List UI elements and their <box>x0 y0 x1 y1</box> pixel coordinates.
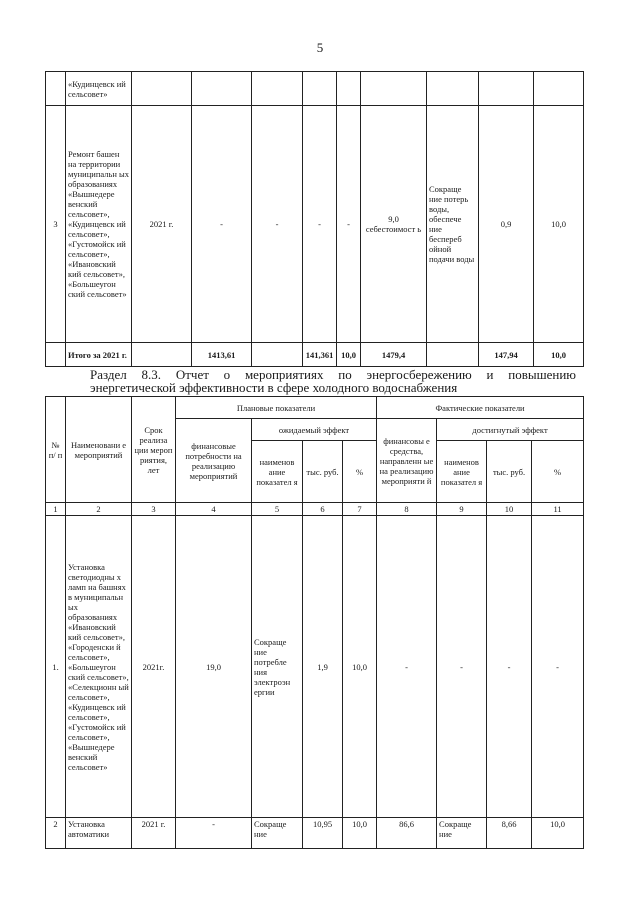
table-cell-plan-percent: - <box>337 106 361 343</box>
table-row <box>46 72 584 106</box>
header-plan-fin: финансовые потребности на реализацию мероприятий <box>176 419 252 503</box>
table-cell-fact-percent: 10,0 <box>532 818 584 849</box>
header-name: Наименовани е мероприятий <box>66 397 132 503</box>
table-cell-fact-percent: 10,0 <box>534 106 584 343</box>
column-number: 3 <box>132 503 176 516</box>
column-number: 8 <box>377 503 437 516</box>
total-fact-percent: 10,0 <box>534 343 584 367</box>
table-cell-fact-fin: - <box>377 516 437 818</box>
table-cell-plan-indicator: - <box>252 106 303 343</box>
header-planned: Плановые показатели <box>176 397 377 419</box>
header-expected-effect: ожидаемый эффект <box>252 419 377 441</box>
column-number: 5 <box>252 503 303 516</box>
header-fact-fin: финансовы е средства, направленн ые на реализацию мероприяти й <box>377 419 437 503</box>
table-cell-plan-indicator: Сокраще ние потребле ния электроэн ергии <box>252 516 303 818</box>
table-cell-plan-thousand: - <box>303 106 337 343</box>
table-cell <box>46 72 66 106</box>
section-heading-line2: энергетической эффективности в сфере холодного водоснабжения <box>90 380 458 395</box>
header-thousand-rub-fact: тыс. руб. <box>487 441 532 503</box>
column-number: 7 <box>343 503 377 516</box>
energy-saving-table <box>45 396 584 849</box>
table-cell-name: Установка автоматики <box>66 818 132 849</box>
table-row <box>46 106 584 343</box>
table-cell-fact-indicator: - <box>437 516 487 818</box>
table-row <box>46 516 584 818</box>
header-achieved-effect: достигнутый эффект <box>437 419 584 441</box>
header-row <box>46 397 584 419</box>
column-number: 6 <box>303 503 343 516</box>
table-cell-term: 2021 г. <box>132 106 192 343</box>
table-cell-fact-fin: 86,6 <box>377 818 437 849</box>
header-num: № п/ п <box>46 397 66 503</box>
column-number: 2 <box>66 503 132 516</box>
total-fact-fin: 1479,4 <box>361 343 427 367</box>
table-cell-fact-fin: 9,0 себестоимост ь <box>361 106 427 343</box>
table-cell-term: 2021 г. <box>132 818 176 849</box>
column-number: 9 <box>437 503 487 516</box>
section-heading <box>90 368 576 394</box>
table-cell-num: 3 <box>46 106 66 343</box>
table-continued <box>45 71 584 367</box>
table-row <box>46 818 584 849</box>
table-cell-num: 1. <box>46 516 66 818</box>
column-number: 1 <box>46 503 66 516</box>
table-cell-name: Установка светодиодны х ламп на башнях в муниципальн ых образованиях «Ивановский кий сельсовет», «Городенски й сельсовет», «Большеугон ский сельсовет», «Селекционн ый сельсовет», «Кудинцевск ий сельсовет», «Густомойск ий сельсовет», «Вышнедере венский сельсовет» <box>66 516 132 818</box>
table-cell-plan-indicator: Сокраще ние <box>252 818 303 849</box>
total-plan-fin: 1413,61 <box>192 343 252 367</box>
table-cell-fact-thousand: 8,66 <box>487 818 532 849</box>
table-cell-plan-fin: - <box>176 818 252 849</box>
table-cell-fact-percent: - <box>532 516 584 818</box>
table-cell-plan-percent: 10,0 <box>343 516 377 818</box>
table-cell-term: 2021г. <box>132 516 176 818</box>
column-number: 4 <box>176 503 252 516</box>
table-cell-plan-thousand: 10,95 <box>303 818 343 849</box>
table-cell-plan-fin: 19,0 <box>176 516 252 818</box>
header-indicator-name-fact: наименов ание показател я <box>437 441 487 503</box>
table-cell-plan-fin: - <box>192 106 252 343</box>
total-label: Итого за 2021 г. <box>66 343 132 367</box>
total-plan-thousand: 141,361 <box>303 343 337 367</box>
table-cell-fact-indicator: Сокраще ние <box>437 818 487 849</box>
section-heading-line1: Раздел 8.3. Отчет о мероприятиях по энергосбережению и повышению <box>90 367 576 382</box>
column-number: 10 <box>487 503 532 516</box>
table-row-total <box>46 343 584 367</box>
page-number: 5 <box>316 40 324 55</box>
total-plan-percent: 10,0 <box>337 343 361 367</box>
header-actual: Фактические показатели <box>377 397 584 419</box>
column-number-row <box>46 503 584 516</box>
header-term: Срок реализа ции мероп риятия, лет <box>132 397 176 503</box>
table-cell-fact-indicator: Сокраще ние потерь воды, обеспече ние беспереб ойной подачи воды <box>427 106 479 343</box>
table-cell-num: 2 <box>46 818 66 849</box>
header-thousand-rub: тыс. руб. <box>303 441 343 503</box>
table-cell-fact-thousand: 0,9 <box>479 106 534 343</box>
header-percent: % <box>343 441 377 503</box>
total-fact-thousand: 147,94 <box>479 343 534 367</box>
table-cell-name: «Кудинцевск ий сельсовет» <box>66 72 132 106</box>
header-indicator-name: наименов ание показател я <box>252 441 303 503</box>
table-cell-plan-thousand: 1,9 <box>303 516 343 818</box>
table-cell-plan-percent: 10,0 <box>343 818 377 849</box>
column-number: 11 <box>532 503 584 516</box>
table-cell-name: Ремонт башен на территории муниципальн ых образованиях «Вышнедере венский сельсовет», «Кудинцевск ий сельсовет», «Густомойск ий сельсовет», «Ивановский кий сельсовет», «Большеугон ский сельсовет» <box>66 106 132 343</box>
table-cell-fact-thousand: - <box>487 516 532 818</box>
header-percent-fact: % <box>532 441 584 503</box>
